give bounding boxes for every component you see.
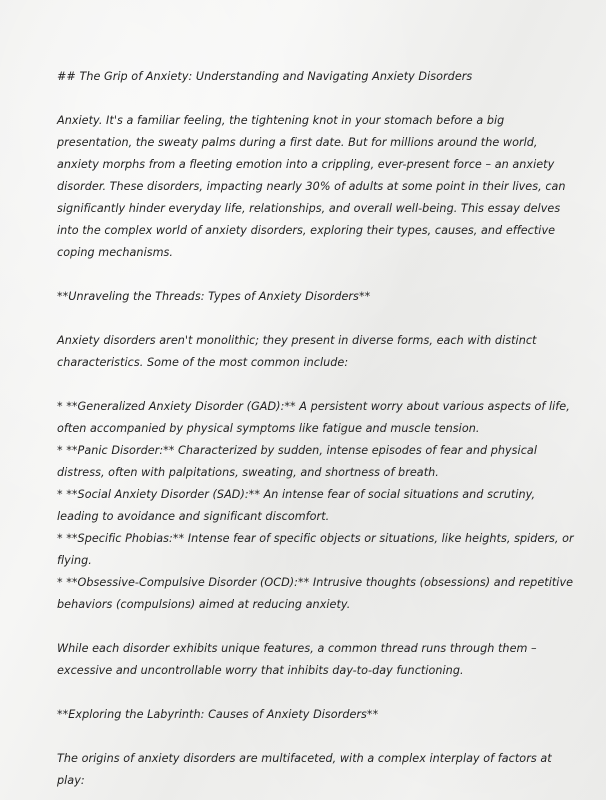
intro-paragraph: Anxiety. It's a familiar feeling, the tightening knot in your stomach before a big presentation, the sweaty palms during a first date. But for millions around the world, anxiety morphs from a fleeting emotion into a crippling, ever-present force – an anxiety disorder. These disorders, impacting nearly 30% of adults at some point in their lives, can significantly hinder everyday life, relationships, and overall well-being. This essay delves into the complex world of anxiety disorders, exploring their types, causes, and effective coping mechanisms. bbox=[57, 114, 566, 259]
list-item: * **Generalized Anxiety Disorder (GAD):** A persistent worry about various aspects of life, often accompanied by physical symptoms like fatigue and muscle tension. bbox=[57, 400, 570, 435]
causes-intro-paragraph: The origins of anxiety disorders are multifaceted, with a complex interplay of factors at play: bbox=[57, 752, 552, 787]
list-item: * **Obsessive-Compulsive Disorder (OCD):** Intrusive thoughts (obsessions) and repetitive behaviors (compulsions) aimed at reducing anxiety. bbox=[57, 576, 574, 611]
list-item: * **Specific Phobias:** Intense fear of specific objects or situations, like heights, spiders, or flying. bbox=[57, 532, 574, 567]
list-item: * **Panic Disorder:** Characterized by sudden, intense episodes of fear and physical distress, often with palpitations, sweating, and shortness of breath. bbox=[57, 444, 537, 479]
section-title-types: **Unraveling the Threads: Types of Anxiety Disorders** bbox=[57, 290, 371, 303]
section-title-causes: **Exploring the Labyrinth: Causes of Anxiety Disorders** bbox=[57, 708, 379, 721]
document-body bbox=[57, 66, 577, 792]
document-heading: ## The Grip of Anxiety: Understanding and Navigating Anxiety Disorders bbox=[57, 70, 473, 83]
list-item: * **Social Anxiety Disorder (SAD):** An intense fear of social situations and scrutiny, leading to avoidance and significant discomfort. bbox=[57, 488, 536, 523]
types-intro-paragraph: Anxiety disorders aren't monolithic; they present in diverse forms, each with distinct characteristics. Some of the most common include: bbox=[57, 334, 537, 369]
types-outro-paragraph: While each disorder exhibits unique features, a common thread runs through them – excessive and uncontrollable worry that inhibits day-to-day functioning. bbox=[57, 642, 537, 677]
